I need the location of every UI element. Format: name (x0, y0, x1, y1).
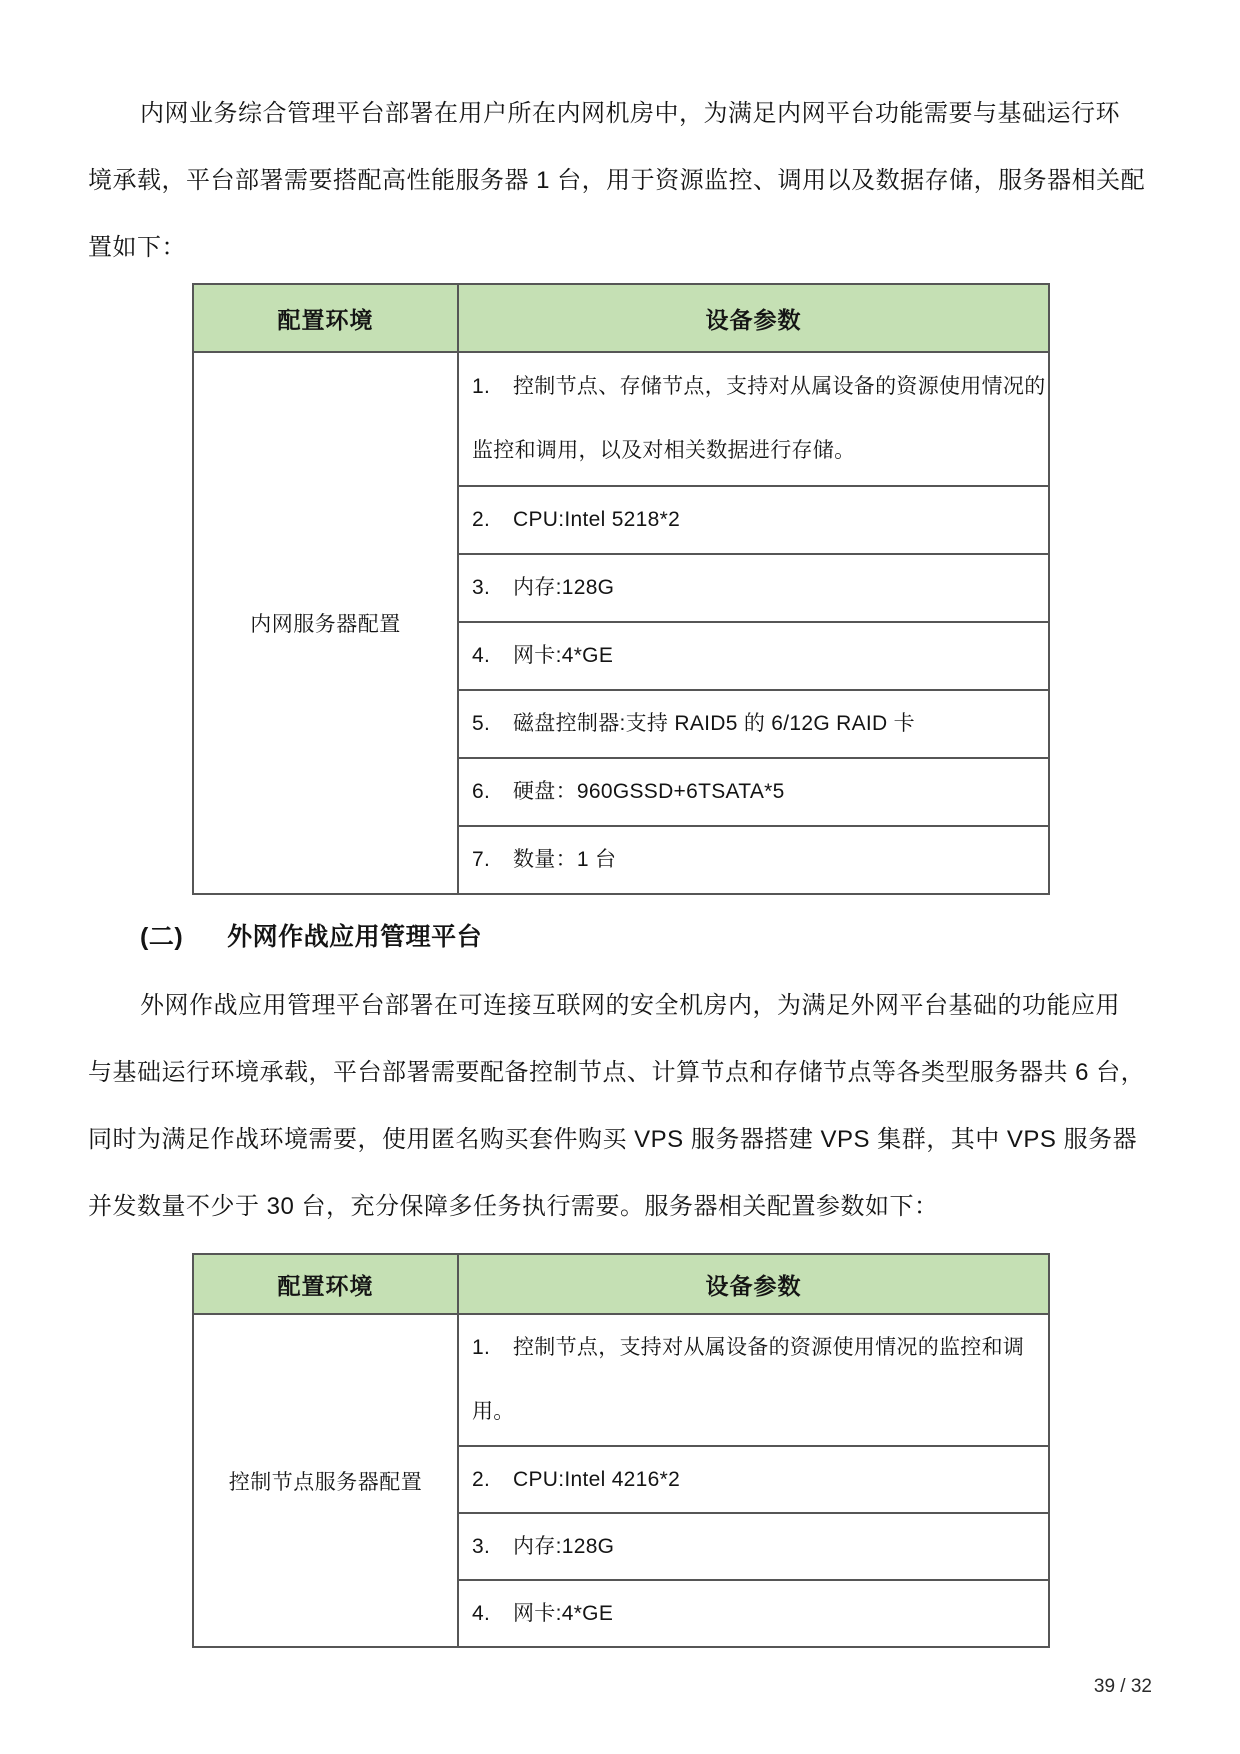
paragraph-line: 外网作战应用管理平台部署在可连接互联网的安全机房内，为满足外网平台基础的功能应用 (140, 992, 1120, 1019)
item-text: 控制节点，支持对从属设备的资源使用情况的监控和调 (513, 1336, 1025, 1359)
item-number: 1. (472, 1336, 491, 1359)
paragraph-line: 境承载，平台部署需要搭配高性能服务器 1 台，用于资源监控、调用以及数据存储，服务器相关配 (88, 167, 1146, 194)
paragraph-line: 置如下： (88, 234, 186, 261)
paragraph-line: 与基础运行环境承载，平台部署需要配备控制节点、计算节点和存储节点等各类型服务器共 6 台， (88, 1059, 1146, 1086)
item-text: 网卡:4*GE (513, 1601, 614, 1625)
column-header-device-params: 设备参数 (458, 284, 1049, 352)
item-number: 3. (472, 576, 491, 599)
column-header-config-env: 配置环境 (193, 284, 458, 352)
param-cell (458, 758, 1049, 826)
item-number: 2. (472, 508, 491, 531)
param-cell (458, 826, 1049, 894)
param-cell (458, 554, 1049, 622)
table-row (193, 352, 1049, 486)
item-text: CPU:Intel 5218*2 (513, 508, 681, 531)
intro-paragraph (88, 80, 1156, 281)
paragraph-line: 同时为满足作战环境需要，使用匿名购买套件购买 VPS 服务器搭建 VPS 集群，其中 VPS 服务器 (88, 1126, 1138, 1153)
control-node-server-config-table (192, 1253, 1050, 1648)
table-header-row (193, 284, 1049, 352)
table-row (193, 1314, 1049, 1446)
paragraph-line: 内网业务综合管理平台部署在用户所在内网机房中，为满足内网平台功能需要与基础运行环 (140, 100, 1120, 127)
item-number: 6. (472, 780, 491, 803)
param-cell (458, 486, 1049, 554)
item-number: 3. (472, 1534, 491, 1558)
param-cell (458, 690, 1049, 758)
item-text: 内存:128G (513, 1534, 615, 1558)
column-header-config-env: 配置环境 (193, 1254, 458, 1314)
section-heading (88, 920, 1156, 954)
section-heading-index: (二) (140, 923, 184, 951)
item-text: 硬盘：960GSSD+6TSATA*5 (513, 780, 785, 803)
item-text: CPU:Intel 4216*2 (513, 1467, 681, 1491)
item-text: 控制节点、存储节点，支持对从属设备的资源使用情况的 (513, 375, 1046, 398)
page-number: 39 / 32 (1093, 1676, 1152, 1697)
param-cell (458, 1580, 1049, 1647)
item-number: 5. (472, 712, 491, 735)
param-cell (458, 622, 1049, 690)
item-number: 4. (472, 644, 491, 667)
column-header-device-params: 设备参数 (458, 1254, 1049, 1314)
env-label-cell: 内网服务器配置 (193, 352, 458, 894)
table-header-row (193, 1254, 1049, 1314)
paragraph-line: 并发数量不少于 30 台，充分保障多任务执行需要。服务器相关配置参数如下： (88, 1193, 939, 1220)
item-number: 4. (472, 1601, 491, 1625)
item-text: 用。 (472, 1400, 515, 1423)
param-cell (458, 1446, 1049, 1513)
body-paragraph (88, 972, 1156, 1240)
item-text: 网卡:4*GE (513, 644, 614, 667)
intranet-server-config-table (192, 283, 1050, 895)
env-label-cell: 控制节点服务器配置 (193, 1314, 458, 1647)
param-cell (458, 352, 1049, 486)
item-number: 2. (472, 1467, 491, 1491)
item-text: 磁盘控制器:支持 RAID5 的 6/12G RAID 卡 (513, 712, 915, 735)
item-text: 内存:128G (513, 576, 615, 599)
param-cell (458, 1314, 1049, 1446)
param-cell (458, 1513, 1049, 1580)
item-text: 数量：1 台 (513, 848, 617, 871)
item-text: 监控和调用，以及对相关数据进行存储。 (472, 439, 856, 462)
item-number: 1. (472, 375, 491, 398)
item-number: 7. (472, 848, 491, 871)
section-heading-title: 外网作战应用管理平台 (227, 923, 483, 951)
